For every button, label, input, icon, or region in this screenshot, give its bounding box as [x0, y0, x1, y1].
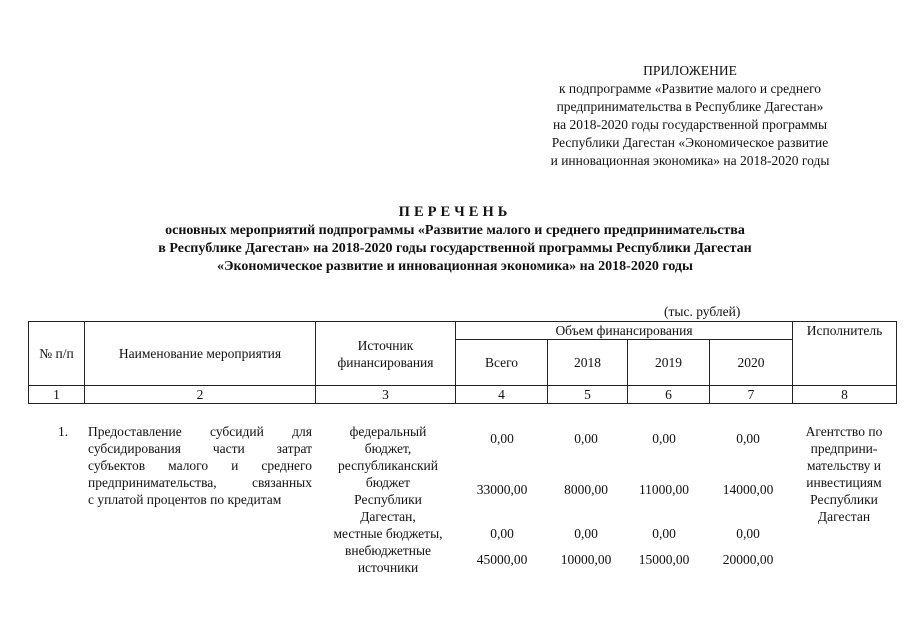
value-federal-total: 0,00: [490, 431, 514, 446]
appendix-header: [520, 62, 860, 170]
appendix-line: к подпрограмме «Развитие малого и среднего: [558, 81, 822, 96]
appendix-line: предпринимательства в Республике Дагестан»: [556, 99, 824, 114]
header-2018: 2018: [548, 340, 628, 386]
header-name: Наименование мероприятия: [85, 322, 316, 386]
appendix-line: и инновационная экономика» на 2018-2020 годы: [550, 153, 830, 168]
value-federal-2019: 0,00: [652, 431, 676, 446]
header-total: Всего: [456, 340, 548, 386]
value-extrabudget-2018: 10000,00: [560, 552, 612, 567]
appendix-line: на 2018-2020 годы государственной программы: [552, 117, 828, 132]
executor-line: Агентство по: [805, 424, 883, 439]
measure-name-line: предпринимательства, связанных: [88, 475, 312, 490]
header-source: Источник финансирования: [316, 322, 456, 386]
source-line: Дагестан,: [360, 509, 416, 524]
appendix-line: ПРИЛОЖЕНИЕ: [643, 63, 737, 78]
measure-name-line: субъектов малого и среднего: [88, 458, 312, 473]
col-number: 6: [628, 386, 710, 404]
executor-line: Республики: [810, 492, 878, 507]
value-extrabudget-2019: 15000,00: [638, 552, 690, 567]
title-line: «Экономическое развитие и инновационная экономика» на 2018-2020 годы: [217, 259, 693, 274]
value-federal-2018: 0,00: [574, 431, 598, 446]
executor-line: Дагестан: [817, 509, 871, 524]
value-federal-2020: 0,00: [736, 431, 760, 446]
col-number: 2: [85, 386, 316, 404]
col-number: 4: [456, 386, 548, 404]
col-number: 7: [710, 386, 793, 404]
units-note: (тыс. рублей): [664, 304, 741, 319]
header-2020: 2020: [710, 340, 793, 386]
document-title: [60, 203, 850, 276]
value-republic-total: 33000,00: [476, 482, 528, 497]
value-local-2019: 0,00: [652, 526, 676, 541]
col-number: 3: [316, 386, 456, 404]
header-volume: Объем финансирования: [456, 322, 793, 340]
measure-name-line: субсидирования части затрат: [88, 441, 312, 456]
source-line: бюджет: [365, 475, 411, 490]
header-2019: 2019: [628, 340, 710, 386]
header-num: № п/п: [29, 322, 85, 386]
col-number: 5: [548, 386, 628, 404]
value-local-2020: 0,00: [736, 526, 760, 541]
value-republic-2020: 14000,00: [722, 482, 774, 497]
col-number: 8: [793, 386, 897, 404]
source-line: местные бюджеты,: [333, 526, 443, 541]
funding-source: [318, 423, 458, 576]
value-republic-2018: 8000,00: [564, 482, 608, 497]
title-main: ПЕРЕЧЕНЬ: [398, 204, 512, 220]
value-republic-2019: 11000,00: [638, 482, 690, 497]
value-local-2018: 0,00: [574, 526, 598, 541]
measure-name-line: с уплатой процентов по кредитам: [88, 492, 282, 507]
appendix-line: Республики Дагестан «Экономическое развитие: [551, 135, 829, 150]
col-number: 1: [29, 386, 85, 404]
financing-table-header: [28, 321, 897, 404]
value-extrabudget-total: 45000,00: [476, 552, 528, 567]
value-extrabudget-2020: 20000,00: [722, 552, 774, 567]
row-number: 1.: [58, 424, 69, 439]
source-line: внебюджетные: [344, 543, 432, 558]
source-line: бюджет,: [364, 441, 412, 456]
header-executor: Исполнитель: [793, 322, 897, 386]
executor-line: мательству и: [806, 458, 882, 473]
source-line: федеральный: [349, 424, 427, 439]
title-line: основных мероприятий подпрограммы «Развитие малого и среднего предпринимательства: [165, 223, 745, 238]
source-line: Республики: [354, 492, 422, 507]
measure-name: [88, 423, 312, 508]
table-row: [28, 418, 896, 618]
executor-line: предприни-: [810, 441, 878, 456]
value-local-total: 0,00: [490, 526, 514, 541]
executor-line: инвестициям: [806, 475, 882, 490]
source-line: источники: [357, 560, 419, 575]
executor: [794, 423, 894, 525]
measure-name-line: Предоставление субсидий для: [88, 424, 312, 439]
title-line: в Республике Дагестан» на 2018-2020 годы государственной программы Республики Дагестан: [158, 241, 752, 256]
source-line: республиканский: [338, 458, 438, 473]
